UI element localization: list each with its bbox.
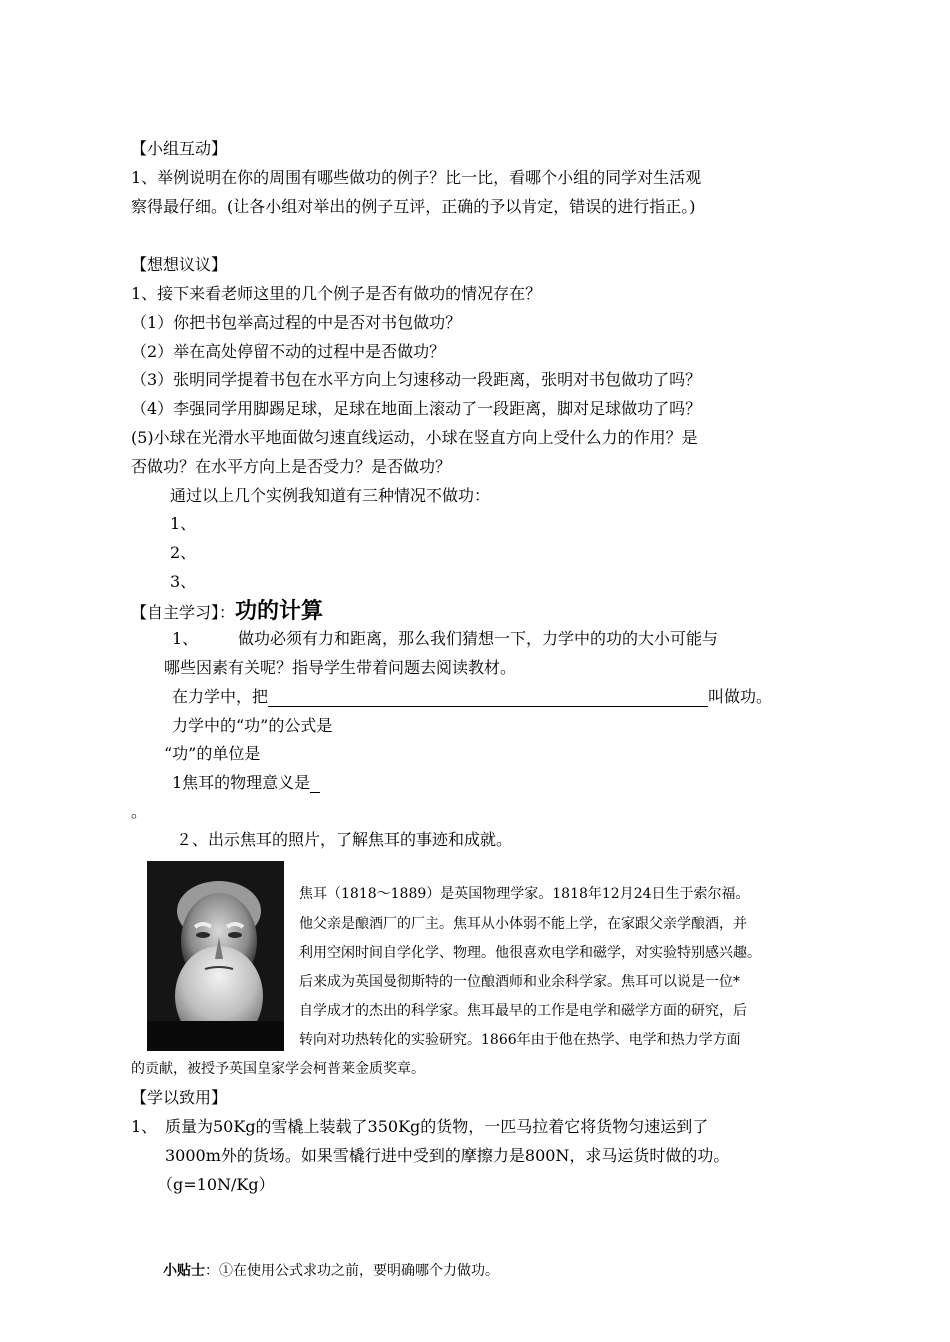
bio-line: 的贡献，被授予英国皇家学会柯普莱金质奖章。 [131, 1061, 425, 1077]
section-heading-discussion: 【想想议议】 [131, 255, 228, 274]
case-2: 2、 [170, 543, 197, 562]
question-5: (5)小球在光滑水平地面做匀速直线运动，小球在竖直方向上受什么力的作用？是 [131, 428, 698, 447]
problem-line: 3000m外的货场。如果雪橇行进中受到的摩擦力是800N，求马运货时做的功。 [165, 1146, 730, 1165]
problem-line: （g=10N/Kg） [157, 1175, 275, 1194]
discussion-intro: 1、接下来看老师这里的几个例子是否有做功的情况存在？ [131, 284, 542, 303]
paragraph-joule-photo: ２、出示焦耳的照片，了解焦耳的事迹和成就。 [176, 830, 513, 849]
joule-portrait-image [147, 861, 284, 1051]
paragraph-line: 察得最仔细。(让各小组对举出的例子互评，正确的予以肯定，错误的进行指正。) [131, 197, 696, 216]
problem-line: 质量为50Kg的雪橇上装载了350Kg的货物，一匹马拉着它将货物匀速运到了 [165, 1117, 709, 1136]
bio-line: 焦耳（1818～1889）是英国物理学家。1818年12月24日生于索尔福。 [299, 886, 750, 902]
paragraph-number: 1、 [172, 629, 199, 648]
case-3: 3、 [170, 572, 197, 591]
section-title-work-calc: 功的计算 [235, 599, 324, 624]
joule-meaning-prompt [172, 773, 320, 793]
problem-number: 1、 [131, 1117, 158, 1136]
question-4: （4）李强同学用脚踢足球，足球在地面上滚动了一段距离，脚对足球做功了吗？ [131, 399, 702, 418]
paragraph-line: 1、举例说明在你的周围有哪些做功的例子？比一比，看哪个小组的同学对生活观 [131, 168, 702, 187]
period-mark: 。 [131, 802, 148, 821]
tip-label: 小贴士 [163, 1263, 205, 1279]
bio-line: 后来成为英国曼彻斯特的一位酿酒师和业余科学家。焦耳可以说是一位* [299, 974, 740, 990]
summary-line: 通过以上几个实例我知道有三种情况不做功： [170, 486, 491, 505]
tip-note [163, 1262, 499, 1280]
section-heading-group-interaction: 【小组互动】 [131, 139, 228, 158]
paragraph-line: 哪些因素有关呢？指导学生带着问题去阅读教材。 [164, 658, 517, 677]
unit-prompt: “功”的单位是 [164, 744, 261, 763]
answer-blank[interactable] [268, 688, 708, 707]
joule-meaning-label: 1焦耳的物理意义是 [172, 773, 311, 792]
section-heading-self-study [131, 599, 323, 625]
paragraph-line: 做功必须有力和距离，那么我们猜想一下，力学中的功的大小可能与 [238, 629, 719, 648]
question-3: （3）张明同学提着书包在水平方向上匀速移动一段距离，张明对书包做功了吗？ [131, 370, 702, 389]
bio-line: 自学成才的杰出的科学家。焦耳最早的工作是电学和磁学方面的研究，后 [299, 1003, 747, 1019]
fill-in-definition [172, 687, 772, 707]
question-5-continued: 否做功？在水平方向上是否受力？是否做功？ [131, 457, 452, 476]
formula-prompt: 力学中的“功”的公式是 [172, 716, 333, 735]
answer-blank[interactable] [310, 774, 320, 793]
bio-line: 他父亲是酿酒厂的厂主。焦耳从小体弱不能上学，在家跟父亲学酿酒，并 [299, 916, 747, 932]
tip-text: ：①在使用公式求功之前，要明确哪个力做功。 [205, 1263, 499, 1279]
question-2: （2）举在高处停留不动的过程中是否做功？ [131, 342, 446, 361]
bio-line: 利用空闲时间自学化学、物理。他很喜欢电学和磁学，对实验特别感兴趣。 [299, 945, 761, 961]
case-1: 1、 [170, 514, 197, 533]
self-study-label: 【自主学习】： [131, 603, 236, 622]
bio-line: 转向对功热转化的实验研究。1866年由于他在热学、电学和热力学方面 [299, 1032, 741, 1048]
fill-suffix: 叫做功。 [708, 687, 773, 706]
question-1: （1）你把书包举高过程的中是否对书包做功？ [131, 313, 462, 332]
fill-prefix: 在力学中，把 [172, 687, 269, 706]
section-heading-application: 【学以致用】 [131, 1088, 228, 1107]
